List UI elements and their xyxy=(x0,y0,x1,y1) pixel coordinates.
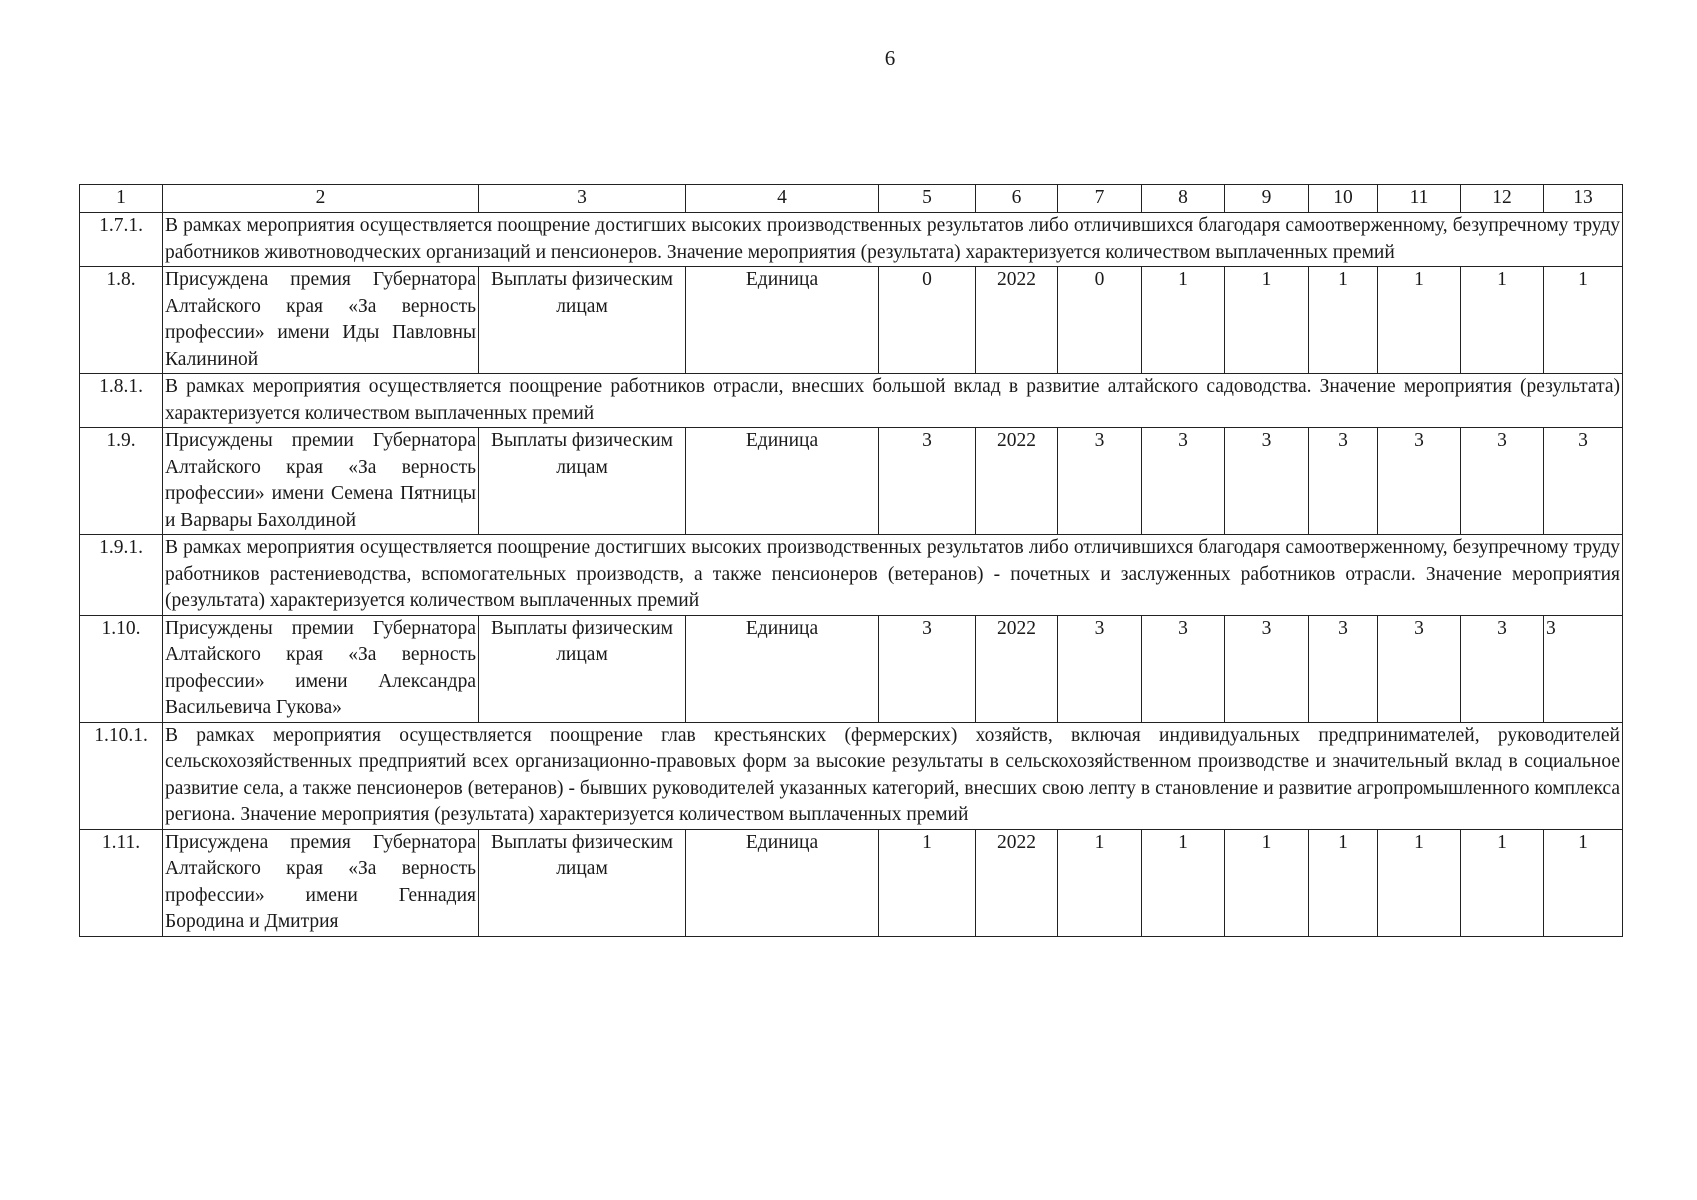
column-header: 11 xyxy=(1378,185,1461,213)
row-value: 3 xyxy=(1058,615,1142,722)
row-type: Выплаты физическим лицам xyxy=(479,615,686,722)
row-value: 1 xyxy=(1225,267,1309,374)
row-value: 3 xyxy=(1378,428,1461,535)
column-header: 10 xyxy=(1309,185,1378,213)
column-header: 8 xyxy=(1142,185,1225,213)
row-value: 0 xyxy=(1058,267,1142,374)
column-header: 7 xyxy=(1058,185,1142,213)
row-description: В рамках мероприятия осуществляется поощрение работников отрасли, внесших большой вклад в развитие алтайского садоводства. Значение мероприятия (результата) характеризуется количеством выплаченных премий xyxy=(163,374,1623,428)
row-title: Присуждена премия Губернатора Алтайского края «За верность профессии» имени Геннадия Бородина и Дмитрия xyxy=(163,829,479,936)
indicators-table xyxy=(79,184,1623,937)
row-value: 3 xyxy=(1225,428,1309,535)
row-value: 1 xyxy=(1461,829,1544,936)
column-header: 12 xyxy=(1461,185,1544,213)
row-value: 3 xyxy=(1461,615,1544,722)
table-body xyxy=(80,185,1623,937)
row-value: 3 xyxy=(1544,428,1623,535)
row-value: 1 xyxy=(1544,829,1623,936)
row-value: 3 xyxy=(1309,428,1378,535)
row-type: Выплаты физическим лицам xyxy=(479,428,686,535)
page-number: 6 xyxy=(884,46,896,70)
row-description: В рамках мероприятия осуществляется поощрение глав крестьянских (фермерских) хозяйств, включая индивидуальных предпринимателей, руководителей сельскохозяйственных предприятий всех организационно-правовых форм за высокие результаты в сельскохозяйственном производстве и значительный вклад в социальное развитие села, а также пенсионеров (ветеранов) - бывших руководителей указанных категорий, внесших свою лепту в становление и развитие агропромышленного комплекса региона. Значение мероприятия (результата) характеризуется количеством выплаченных премий xyxy=(163,722,1623,829)
row-value: 3 xyxy=(1309,615,1378,722)
column-header: 13 xyxy=(1544,185,1623,213)
column-header: 5 xyxy=(879,185,976,213)
indicators-table-container xyxy=(79,184,1622,937)
row-base-year: 2022 xyxy=(976,829,1058,936)
row-id: 1.8.1. xyxy=(80,374,163,428)
row-id: 1.9. xyxy=(80,428,163,535)
row-type: Выплаты физическим лицам xyxy=(479,829,686,936)
row-base-value: 1 xyxy=(879,829,976,936)
row-base-year: 2022 xyxy=(976,615,1058,722)
column-header: 9 xyxy=(1225,185,1309,213)
row-value: 3 xyxy=(1461,428,1544,535)
row-title: Присуждены премии Губернатора Алтайского края «За верность профессии» имени Александра Васильевича Гукова» xyxy=(163,615,479,722)
row-base-year: 2022 xyxy=(976,428,1058,535)
row-value: 3 xyxy=(1142,428,1225,535)
column-header: 6 xyxy=(976,185,1058,213)
row-value: 3 xyxy=(1378,615,1461,722)
row-unit: Единица xyxy=(686,829,879,936)
row-id: 1.11. xyxy=(80,829,163,936)
table-row xyxy=(80,615,1623,722)
row-id: 1.8. xyxy=(80,267,163,374)
row-id: 1.7.1. xyxy=(80,213,163,267)
description-row xyxy=(80,213,1623,267)
row-description: В рамках мероприятия осуществляется поощрение достигших высоких производственных результатов либо отличившихся благодаря самоотверженному, безупречному труду работников растениеводства, вспомогательных производств, а также пенсионеров (ветеранов) - почетных и заслуженных работников отрасли. Значение мероприятия (результата) характеризуется количеством выплаченных премий xyxy=(163,535,1623,616)
row-title: Присуждена премия Губернатора Алтайского края «За верность профессии» имени Иды Павловны Калининой xyxy=(163,267,479,374)
row-base-year: 2022 xyxy=(976,267,1058,374)
table-row xyxy=(80,829,1623,936)
row-type: Выплаты физическим лицам xyxy=(479,267,686,374)
description-row xyxy=(80,722,1623,829)
row-value: 1 xyxy=(1058,829,1142,936)
row-description: В рамках мероприятия осуществляется поощрение достигших высоких производственных результатов либо отличившихся благодаря самоотверженному, безупречному труду работников животноводческих организаций и пенсионеров. Значение мероприятия (результата) характеризуется количеством выплаченных премий xyxy=(163,213,1623,267)
row-value: 3 xyxy=(1544,615,1623,722)
row-id: 1.9.1. xyxy=(80,535,163,616)
row-unit: Единица xyxy=(686,428,879,535)
table-row xyxy=(80,428,1623,535)
row-value: 1 xyxy=(1378,829,1461,936)
row-value: 1 xyxy=(1544,267,1623,374)
row-value: 1 xyxy=(1225,829,1309,936)
row-value: 1 xyxy=(1309,267,1378,374)
row-value: 1 xyxy=(1142,267,1225,374)
description-row xyxy=(80,535,1623,616)
row-base-value: 3 xyxy=(879,428,976,535)
table-header-row xyxy=(80,185,1623,213)
row-id: 1.10. xyxy=(80,615,163,722)
column-header: 2 xyxy=(163,185,479,213)
row-unit: Единица xyxy=(686,267,879,374)
row-value: 3 xyxy=(1142,615,1225,722)
row-unit: Единица xyxy=(686,615,879,722)
row-value: 3 xyxy=(1225,615,1309,722)
description-row xyxy=(80,374,1623,428)
row-value: 1 xyxy=(1142,829,1225,936)
row-value: 1 xyxy=(1309,829,1378,936)
row-base-value: 0 xyxy=(879,267,976,374)
row-value: 1 xyxy=(1461,267,1544,374)
row-value: 3 xyxy=(1058,428,1142,535)
row-title: Присуждены премии Губернатора Алтайского края «За верность профессии» имени Семена Пятницы и Варвары Бахолдиной xyxy=(163,428,479,535)
row-id: 1.10.1. xyxy=(80,722,163,829)
row-value: 1 xyxy=(1378,267,1461,374)
column-header: 4 xyxy=(686,185,879,213)
table-row xyxy=(80,267,1623,374)
row-base-value: 3 xyxy=(879,615,976,722)
column-header: 3 xyxy=(479,185,686,213)
column-header: 1 xyxy=(80,185,163,213)
